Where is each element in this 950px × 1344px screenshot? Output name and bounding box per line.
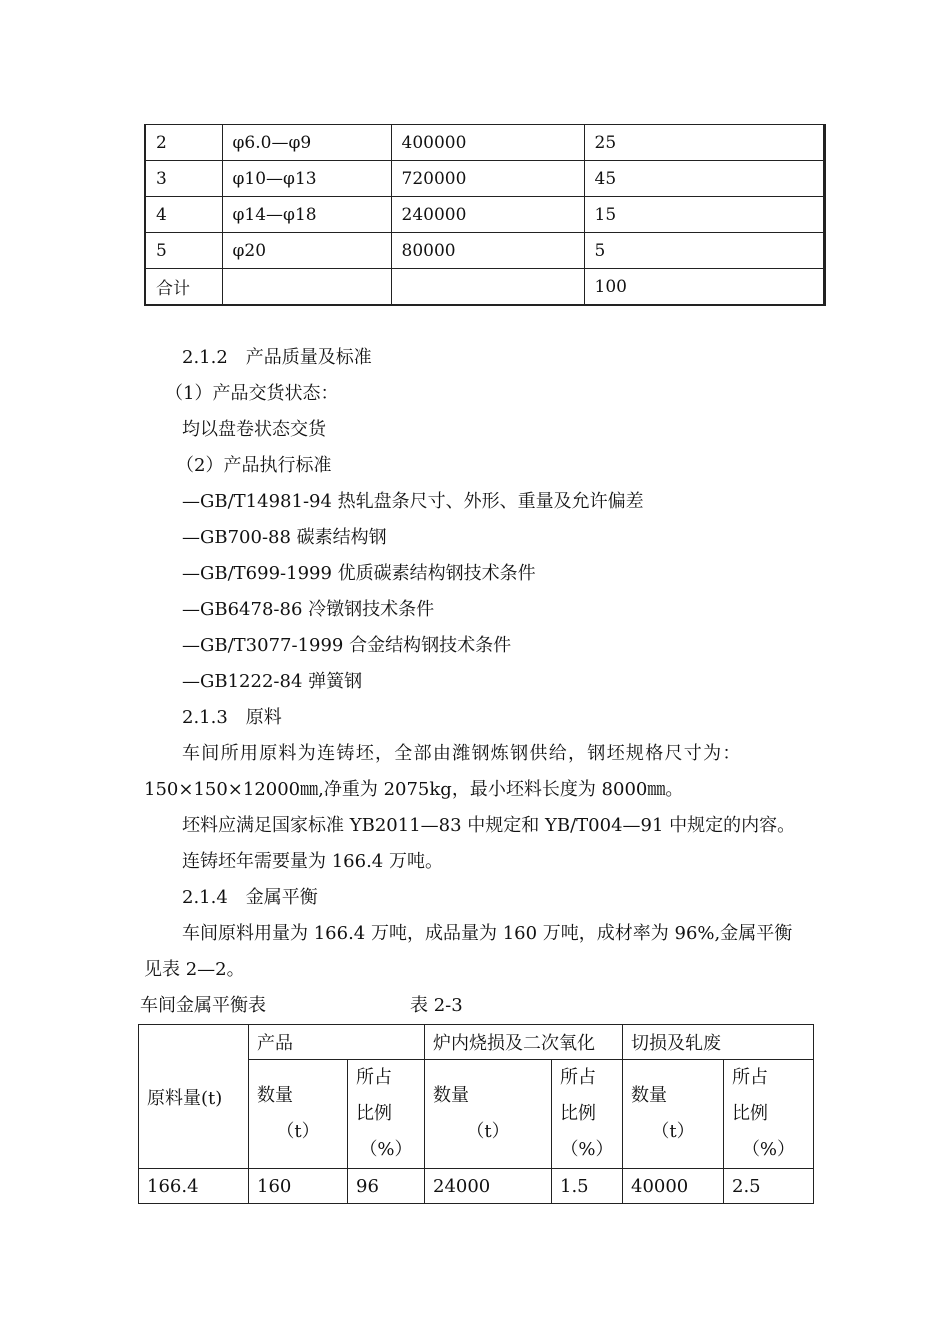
table-cell: φ14—φ18 xyxy=(222,197,391,233)
ratio-label: 比例 xyxy=(560,1103,596,1124)
standard-item: —GB6478-86 冷镦钢技术条件 xyxy=(182,599,435,620)
qty-label: 数量 xyxy=(257,1085,293,1106)
table-cell: 4 xyxy=(145,197,222,233)
qty-header xyxy=(425,1060,552,1169)
table-cell: 96 xyxy=(348,1169,425,1204)
table-cell: 3 xyxy=(145,161,222,197)
cut-loss-group-header: 切损及轧废 xyxy=(623,1025,814,1060)
section-heading-2-1-3: 2.1.3 原料 xyxy=(182,707,282,728)
standard-item: —GB1222-84 弹簧钢 xyxy=(182,671,363,692)
table-row xyxy=(145,161,824,197)
raw-material-standard-paragraph: 坯料应满足国家标准 YB2011—83 中规定和 YB/T004—91 中规定的内容。 xyxy=(182,815,796,836)
table-header-row xyxy=(139,1025,814,1060)
table-cell xyxy=(391,269,584,306)
product-group-header: 产品 xyxy=(249,1025,425,1060)
qty-unit: （t） xyxy=(651,1121,695,1142)
table-cell: 166.4 xyxy=(139,1169,249,1204)
table-cell: φ20 xyxy=(222,233,391,269)
qty-label: 数量 xyxy=(433,1085,469,1106)
table-row xyxy=(145,125,824,161)
ratio-label: 比例 xyxy=(356,1103,392,1124)
ratio-unit: （%） xyxy=(560,1139,614,1160)
table-cell: 15 xyxy=(584,197,824,233)
table-cell: 25 xyxy=(584,125,824,161)
table-cell: 45 xyxy=(584,161,824,197)
table-number: 表 2-3 xyxy=(410,995,463,1016)
ratio-label: 比例 xyxy=(732,1103,768,1124)
ratio-header xyxy=(724,1060,814,1169)
table-cell: 合计 xyxy=(145,269,222,306)
table-cell: 720000 xyxy=(391,161,584,197)
standards-heading: （2）产品执行标准 xyxy=(176,455,332,476)
table-caption: 车间金属平衡表 xyxy=(140,995,266,1016)
standard-item: —GB/T3077-1999 合金结构钢技术条件 xyxy=(182,635,512,656)
standard-item: —GB700-88 碳素结构钢 xyxy=(182,527,387,548)
metal-balance-paragraph-line-2: 见表 2—2。 xyxy=(144,959,245,980)
raw-material-paragraph-line-2: 150×150×12000㎜,净重为 2075kg，最小坯料长度为 8000㎜。 xyxy=(144,779,684,800)
standard-item: —GB/T699-1999 优质碳素结构钢技术条件 xyxy=(182,563,536,584)
qty-unit: （t） xyxy=(276,1121,320,1142)
burn-loss-group-header: 炉内烧损及二次氧化 xyxy=(425,1025,623,1060)
section-heading-2-1-4: 2.1.4 金属平衡 xyxy=(182,887,318,908)
table-cell: 100 xyxy=(584,269,824,306)
ratio-label: 所占 xyxy=(356,1067,392,1088)
table-row xyxy=(145,197,824,233)
qty-unit: （t） xyxy=(466,1121,510,1142)
table-cell: 40000 xyxy=(623,1169,724,1204)
table-cell: 2.5 xyxy=(724,1169,814,1204)
ratio-label: 所占 xyxy=(560,1067,596,1088)
table-cell: 240000 xyxy=(391,197,584,233)
product-distribution-table xyxy=(144,124,826,306)
qty-label: 数量 xyxy=(631,1085,667,1106)
table-cell: 80000 xyxy=(391,233,584,269)
ratio-unit: （%） xyxy=(741,1139,796,1160)
table-cell: 160 xyxy=(249,1169,348,1204)
table-cell: 2 xyxy=(145,125,222,161)
qty-header xyxy=(623,1060,724,1169)
ratio-label: 所占 xyxy=(732,1067,768,1088)
table-cell: 400000 xyxy=(391,125,584,161)
ratio-unit: （%） xyxy=(359,1139,413,1160)
delivery-body: 均以盘卷状态交货 xyxy=(182,419,326,440)
raw-amount-header: 原料量(t) xyxy=(139,1025,249,1169)
table-cell: φ10—φ13 xyxy=(222,161,391,197)
ratio-header xyxy=(552,1060,623,1169)
raw-material-paragraph-line-1: 车间所用原料为连铸坯，全部由潍钢炼钢供给，钢坯规格尺寸为： xyxy=(182,743,742,764)
table-cell xyxy=(222,269,391,306)
metal-balance-table xyxy=(138,1024,814,1204)
table-row xyxy=(145,233,824,269)
section-heading-2-1-2: 2.1.2 产品质量及标准 xyxy=(182,347,372,368)
raw-material-demand-paragraph: 连铸坯年需要量为 166.4 万吨。 xyxy=(182,851,443,872)
table-cell: 1.5 xyxy=(552,1169,623,1204)
table-cell: 5 xyxy=(584,233,824,269)
ratio-header xyxy=(348,1060,425,1169)
table-row xyxy=(139,1169,814,1204)
delivery-heading: （1）产品交货状态： xyxy=(165,383,339,404)
table-cell: 5 xyxy=(145,233,222,269)
qty-header xyxy=(249,1060,348,1169)
standard-item: —GB/T14981-94 热轧盘条尺寸、外形、重量及允许偏差 xyxy=(182,491,644,512)
metal-balance-paragraph-line-1: 车间原料用量为 166.4 万吨，成品量为 160 万吨，成材率为 96%,金属平衡 xyxy=(182,923,793,944)
table-cell: φ6.0—φ9 xyxy=(222,125,391,161)
table-row-total xyxy=(145,269,824,306)
table-cell: 24000 xyxy=(425,1169,552,1204)
